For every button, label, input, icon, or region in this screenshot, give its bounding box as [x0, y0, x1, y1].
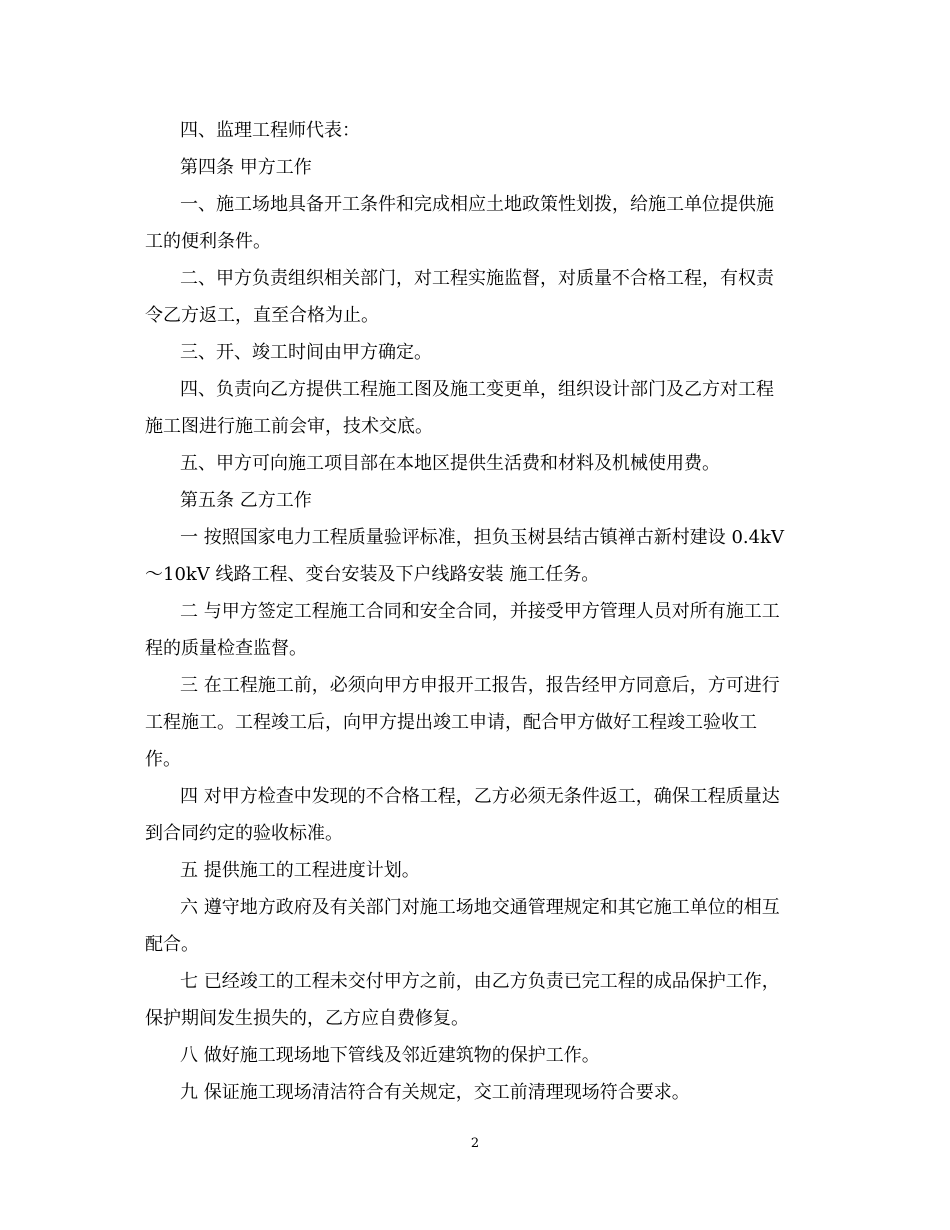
text-line: 七 已经竣工的工程未交付甲方之前，由乙方负责已完工程的成品保护工作， — [180, 971, 780, 992]
text-line: 三、开、竣工时间由甲方确定。 — [180, 342, 432, 363]
article-heading: 第四条 甲方工作 — [180, 157, 312, 178]
text-line: ～10kV 线路工程、变台安装及下户线路安装 施工任务。 — [145, 564, 600, 585]
text-line: 四 对甲方检查中发现的不合格工程，乙方必须无条件返工，确保工程质量达 — [180, 786, 780, 807]
text-line: 施工图进行施工前会审，技术交底。 — [145, 416, 433, 437]
text-line: 二、甲方负责组织相关部门，对工程实施监督，对质量不合格工程，有权责 — [180, 268, 774, 289]
text-line: 六 遵守地方政府及有关部门对施工场地交通管理规定和其它施工单位的相互 — [180, 897, 780, 918]
text-line: 五、甲方可向施工项目部在本地区提供生活费和材料及机械使用费。 — [180, 453, 720, 474]
text-line: 程的质量检查监督。 — [145, 638, 307, 659]
text-line: 三 在工程施工前，必须向甲方申报开工报告，报告经甲方同意后，方可进行 — [180, 675, 780, 696]
text-line: 四、监理工程师代表： — [180, 120, 360, 141]
text-line: 保护期间发生损失的，乙方应自费修复。 — [145, 1008, 469, 1029]
text-line: 工程施工。工程竣工后，向甲方提出竣工申请，配合甲方做好工程竣工验收工 — [145, 712, 757, 733]
text-line: 作。 — [145, 749, 181, 770]
page-number: 2 — [470, 1136, 480, 1151]
text-line: 工的便利条件。 — [145, 231, 271, 252]
text-line: 一 按照国家电力工程质量验评标准，担负玉树县结古镇禅古新村建设 0.4kV — [180, 527, 784, 548]
text-line: 九 保证施工现场清洁符合有关规定，交工前清理现场符合要求。 — [180, 1082, 690, 1103]
article-heading: 第五条 乙方工作 — [180, 490, 312, 511]
text-line: 令乙方返工，直至合格为止。 — [145, 305, 379, 326]
text-line: 到合同约定的验收标准。 — [145, 823, 343, 844]
text-line: 配合。 — [145, 934, 199, 955]
text-line: 二 与甲方签定工程施工合同和安全合同，并接受甲方管理人员对所有施工工 — [180, 601, 780, 622]
text-line: 五 提供施工的工程进度计划。 — [180, 860, 420, 881]
text-line: 四、负责向乙方提供工程施工图及施工变更单，组织设计部门及乙方对工程 — [180, 379, 774, 400]
text-line: 八 做好施工现场地下管线及邻近建筑物的保护工作。 — [180, 1045, 600, 1066]
text-line: 一、施工场地具备开工条件和完成相应土地政策性划拨，给施工单位提供施 — [180, 194, 774, 215]
